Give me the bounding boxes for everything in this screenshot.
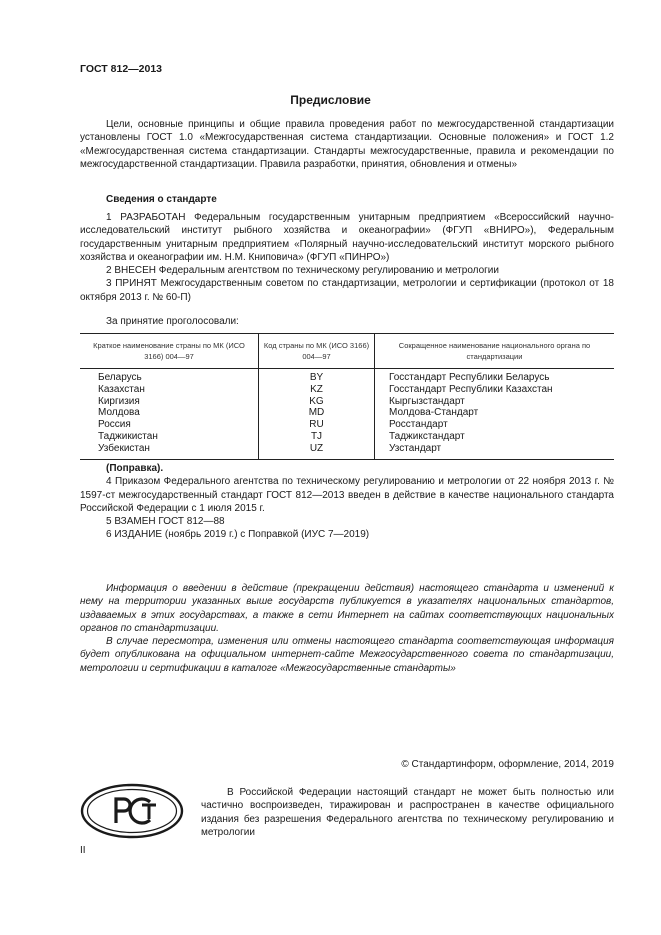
country-code: MD xyxy=(308,407,325,419)
italic-note-1: Информация о введении в действие (прекращении действия) настоящего стандарта и изменений к нему на территории указанных выше государств публикуется в указателях национальных стандартов, издаваемых в этих государствах, а также в сети Интернет на сайтах соответствующих национальных органов по стандартизации. xyxy=(80,583,614,634)
country-name: Киргизия xyxy=(98,395,140,407)
rst-certification-mark-icon xyxy=(80,783,184,839)
organ-name: Кыргызстандарт xyxy=(389,395,465,407)
country-name: Таджикистан xyxy=(98,430,158,442)
country-code: KG xyxy=(309,395,324,407)
items-block xyxy=(80,211,614,304)
item-1: 1 РАЗРАБОТАН Федеральным государственным унитарным предприятием «Всероссийский научно-исследовательский институт рыбного хозяйства и океанографии» (ФГУП «ВНИРО»), Федеральным государственным унитарным предприятием «Полярный научно-исследовательский институт морского рыбного хозяйства и океанографии им. Н.М. Книповича» (ФГУП «ПИНРО») xyxy=(80,212,614,263)
table-row xyxy=(80,369,614,460)
table-header-row xyxy=(80,334,614,369)
country-code: RU xyxy=(309,419,324,431)
item-4: 4 Приказом Федерального агентства по техническому регулированию и метрологии от 22 ноября 2013 г. № 1597-ст межгосударственный стандарт ГОСТ 812—2013 введен в действие в качестве национального стандарта Российской Федерации с 1 июля 2015 г. xyxy=(80,476,614,514)
country-name: Молдова xyxy=(98,407,140,419)
country-name: Казахстан xyxy=(98,383,145,395)
organ-name: Молдова-Стандарт xyxy=(389,407,479,419)
organ-name: Госстандарт Республики Казахстан xyxy=(389,383,553,395)
country-name: Узбекистан xyxy=(98,442,150,454)
code-column xyxy=(259,369,375,460)
page-number: II xyxy=(80,845,86,856)
organ-name: Госстандарт Республики Беларусь xyxy=(389,372,550,383)
country-code: KZ xyxy=(310,383,323,395)
organ-name: Узстандарт xyxy=(389,442,442,454)
notice-text: В Российской Федерации настоящий стандарт не может быть полностью или частично воспроизведен, тиражирован и распространен в качестве официального издания без разрешения Федерального агентства по техническому регулированию и метрологии xyxy=(201,787,614,838)
items-block-2 xyxy=(80,462,614,542)
country-code: TJ xyxy=(310,430,323,442)
item-3: 3 ПРИНЯТ Межгосударственным советом по стандартизации, метрологии и сертификации (протокол от 18 октября 2013 г. № 60-П) xyxy=(80,278,614,303)
intro-paragraph xyxy=(80,118,614,171)
header-code: Код страны по МК (ИСО 3166) 004—97 xyxy=(259,334,375,369)
header-country: Краткое наименование страны по МК (ИСО 3166) 004—97 xyxy=(80,334,259,369)
copyright: © Стандартинформ, оформление, 2014, 2019 xyxy=(401,759,614,770)
organ-column xyxy=(375,369,615,460)
item-2: 2 ВНЕСЕН Федеральным агентством по техническому регулированию и метрологии xyxy=(106,265,499,277)
italic-note-2: В случае пересмотра, изменения или отмены настоящего стандарта соответствующая информация будет опубликована на официальном интернет-сайте Межгосударственного совета по стандартизации, метрологии и сертификации в каталоге «Межгосударственные стандарты» xyxy=(80,636,614,674)
header-organ: Сокращенное наименование национального органа по стандартизации xyxy=(375,334,615,369)
info-heading: Сведения о стандарте xyxy=(106,194,217,205)
organ-name: Таджикстандарт xyxy=(389,430,465,442)
organ-name: Росстандарт xyxy=(389,419,448,431)
item-6: 6 ИЗДАНИЕ (ноябрь 2019 г.) с Поправкой (ИУС 7—2019) xyxy=(106,529,370,541)
country-code: BY xyxy=(309,372,324,383)
intro-text: Цели, основные принципы и общие правила проведения работ по межгосударственной стандартизации установлены ГОСТ 1.0 «Межгосударственная система стандартизации. Основные положения» и ГОСТ 1.2 «Межгосударственная система стандартизации. Стандарты межгосударственные, правила и рекомендации по межгосударственной стандартизации. Правила разработки, принятия, обновления и отмены» xyxy=(80,119,614,170)
voted-label: За принятие проголосовали: xyxy=(106,316,239,327)
page-title: Предисловие xyxy=(290,93,371,107)
voting-table xyxy=(80,333,614,460)
document-code: ГОСТ 812—2013 xyxy=(80,63,163,75)
voted-block xyxy=(80,315,614,328)
country-name: Россия xyxy=(98,419,131,431)
copyright-notice xyxy=(201,786,614,839)
info-heading-block xyxy=(80,193,614,206)
italic-notes xyxy=(80,582,614,675)
country-column xyxy=(80,369,259,460)
country-name: Беларусь xyxy=(98,372,142,383)
item-5: 5 ВЗАМЕН ГОСТ 812—88 xyxy=(106,516,225,528)
country-code: UZ xyxy=(309,442,324,454)
amendment-label: (Поправка). xyxy=(106,463,164,474)
